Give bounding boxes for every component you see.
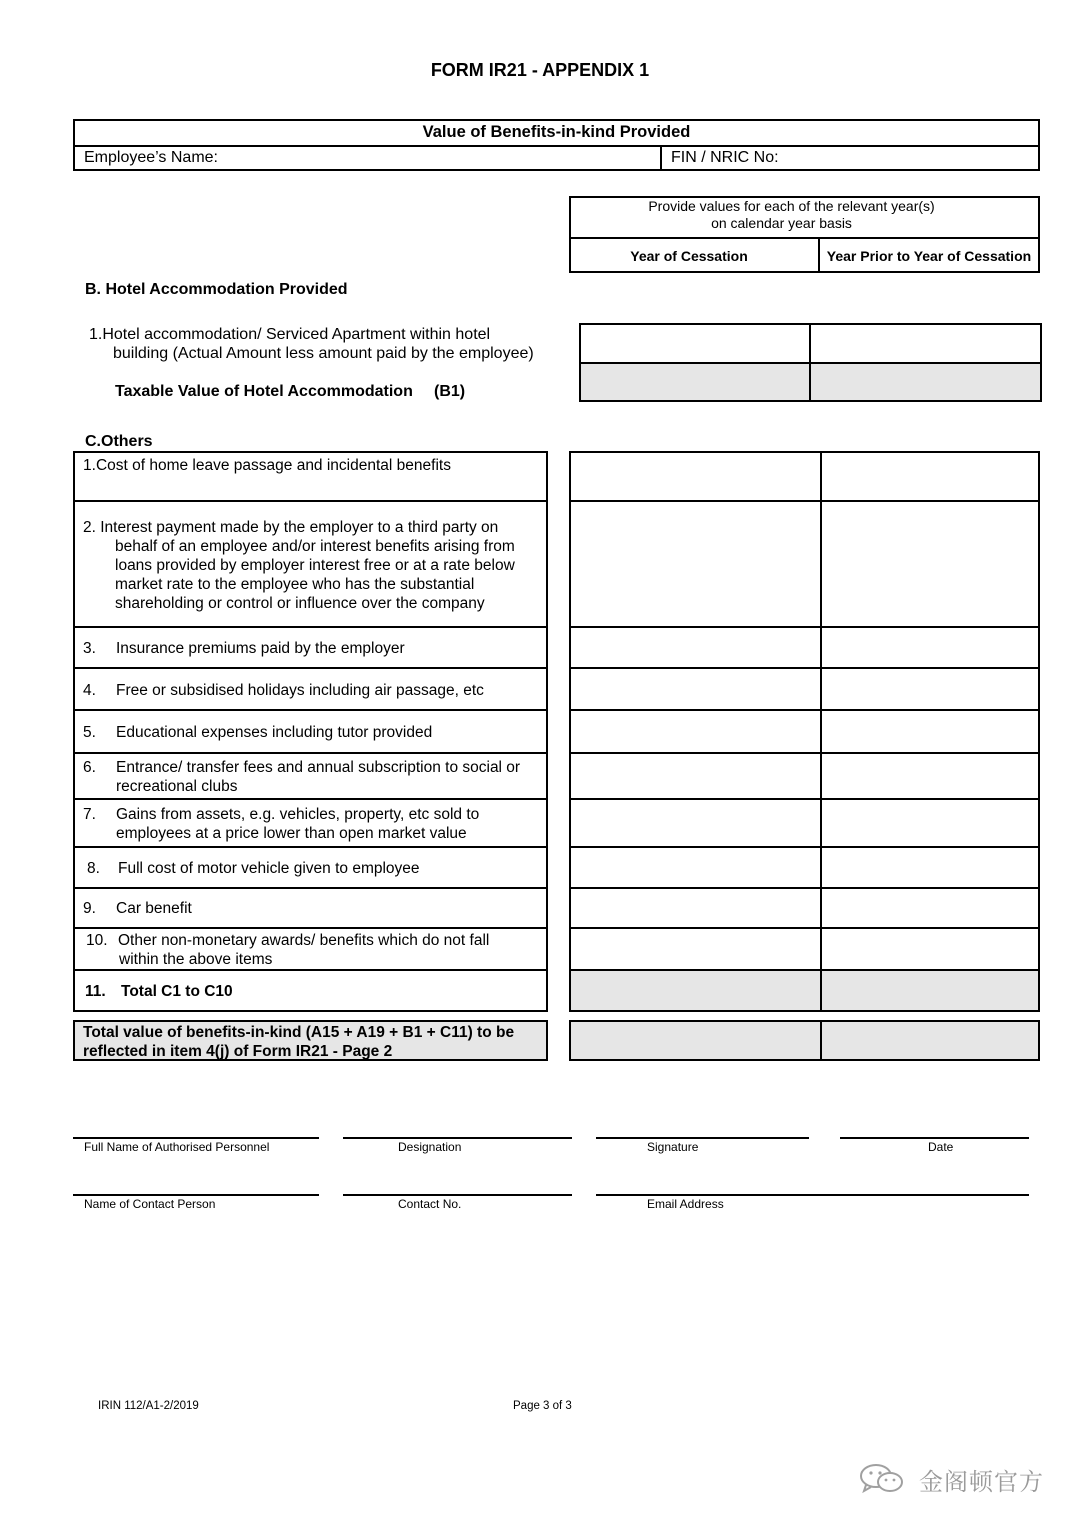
- c-item-9: 9. Car benefit: [83, 900, 192, 917]
- grand-total-label: Total value of benefits-in-kind (A15 + A19 + B1 + C11) to be reflected in item 4(j) of Form IR21 - Page 2: [83, 1024, 515, 1060]
- fin-field[interactable]: [790, 147, 1030, 169]
- c-item-5: 5. Educational expenses including tutor provided: [83, 724, 433, 741]
- c5-year-cessation-input[interactable]: [572, 712, 818, 750]
- c2-year-cessation-input[interactable]: [572, 503, 818, 624]
- c10-year-prior-input[interactable]: [823, 930, 1037, 967]
- email-line[interactable]: [596, 1194, 1029, 1196]
- col-year-prior: Year Prior to Year of Cessation: [826, 248, 1032, 264]
- c9-year-cessation-input[interactable]: [572, 890, 818, 925]
- fin-label: FIN / NRIC No:: [671, 149, 779, 166]
- c-item-2: 2. Interest payment made by the employer to a third party on behalf of an employee and/or interest benefits arising from loans provided by employer interest free or at a rate below market rate to the employee who has the substantial shareholding or control or influence over the company: [83, 519, 515, 612]
- c4-year-prior-input[interactable]: [823, 670, 1037, 707]
- contact-person-line[interactable]: [73, 1194, 319, 1196]
- contact-person-label: Name of Contact Person: [84, 1197, 216, 1211]
- grand-total-values-box: [569, 1020, 1040, 1061]
- wechat-icon: [858, 1462, 906, 1501]
- footer-page: Page 3 of 3: [513, 1400, 572, 1412]
- c7-year-prior-input[interactable]: [823, 801, 1037, 844]
- c6-year-cessation-input[interactable]: [572, 755, 818, 796]
- c-item-7: 7. Gains from assets, e.g. vehicles, property, etc sold to employees at a price lower than open market value: [83, 806, 480, 842]
- c10-year-cessation-input[interactable]: [572, 930, 818, 967]
- full-name-label: Full Name of Authorised Personnel: [84, 1140, 270, 1154]
- c4-year-cessation-input[interactable]: [572, 670, 818, 707]
- c7-year-cessation-input[interactable]: [572, 801, 818, 844]
- c9-year-prior-input[interactable]: [823, 890, 1037, 925]
- c2-year-prior-input[interactable]: [823, 503, 1037, 624]
- c-item-4: 4. Free or subsidised holidays including air passage, etc: [83, 682, 484, 699]
- contact-no-label: Contact No.: [398, 1197, 462, 1211]
- c1-year-prior-input[interactable]: [823, 454, 1037, 498]
- c-item-1: 1.Cost of home leave passage and incidental benefits: [83, 457, 451, 474]
- header-title: Value of Benefits-in-kind Provided: [422, 123, 691, 141]
- c3-year-cessation-input[interactable]: [572, 629, 818, 665]
- b1-year-prior-input[interactable]: [813, 327, 1038, 360]
- c5-year-prior-input[interactable]: [823, 712, 1037, 750]
- signature-label: Signature: [647, 1140, 699, 1154]
- b-taxable-code: (B1): [434, 383, 466, 400]
- col-year-of-cessation: Year of Cessation: [630, 248, 748, 264]
- year-note-line1: Provide values for each of the relevant year(s): [648, 198, 935, 214]
- c6-year-prior-input[interactable]: [823, 755, 1037, 796]
- c1-year-cessation-input[interactable]: [572, 454, 818, 498]
- designation-label: Designation: [398, 1140, 462, 1154]
- year-note-line2: on calendar year basis: [711, 215, 852, 231]
- b-taxable-label: Taxable Value of Hotel Accommodation: [115, 383, 413, 400]
- c-item-10: 10. Other non-monetary awards/ benefits which do not fall within the above items: [86, 932, 490, 968]
- c-item-6: 6. Entrance/ transfer fees and annual subscription to social or recreational clubs: [83, 759, 521, 795]
- date-line[interactable]: [840, 1137, 1029, 1139]
- designation-line[interactable]: [343, 1137, 572, 1139]
- b-item1-line1: 1.Hotel accommodation/ Serviced Apartment within hotel: [89, 326, 491, 343]
- b1-year-cessation-input[interactable]: [583, 327, 807, 360]
- c-item-3: 3. Insurance premiums paid by the employer: [83, 640, 405, 657]
- c-item-11-total: 11. Total C1 to C10: [85, 983, 233, 1000]
- footer-code: IRIN 112/A1-2/2019: [98, 1400, 199, 1412]
- watermark-text: 金阁顿官方: [919, 1469, 1044, 1496]
- b-item1-line2: building (Actual Amount less amount paid by the employee): [113, 345, 534, 362]
- c8-year-prior-input[interactable]: [823, 849, 1037, 885]
- c3-year-prior-input[interactable]: [823, 629, 1037, 665]
- email-label: Email Address: [647, 1197, 724, 1211]
- form-title: FORM IR21 - APPENDIX 1: [430, 60, 650, 80]
- full-name-line[interactable]: [73, 1137, 319, 1139]
- section-b-heading: B. Hotel Accommodation Provided: [85, 281, 348, 298]
- contact-no-line[interactable]: [343, 1194, 572, 1196]
- signature-line[interactable]: [596, 1137, 809, 1139]
- date-label: Date: [928, 1140, 954, 1154]
- section-c-heading: C.Others: [85, 433, 153, 450]
- employee-name-label: Employee’s Name:: [84, 149, 218, 166]
- c-item-8: 8. Full cost of motor vehicle given to employee: [87, 860, 420, 877]
- c8-year-cessation-input[interactable]: [572, 849, 818, 885]
- employee-name-field[interactable]: [280, 147, 650, 169]
